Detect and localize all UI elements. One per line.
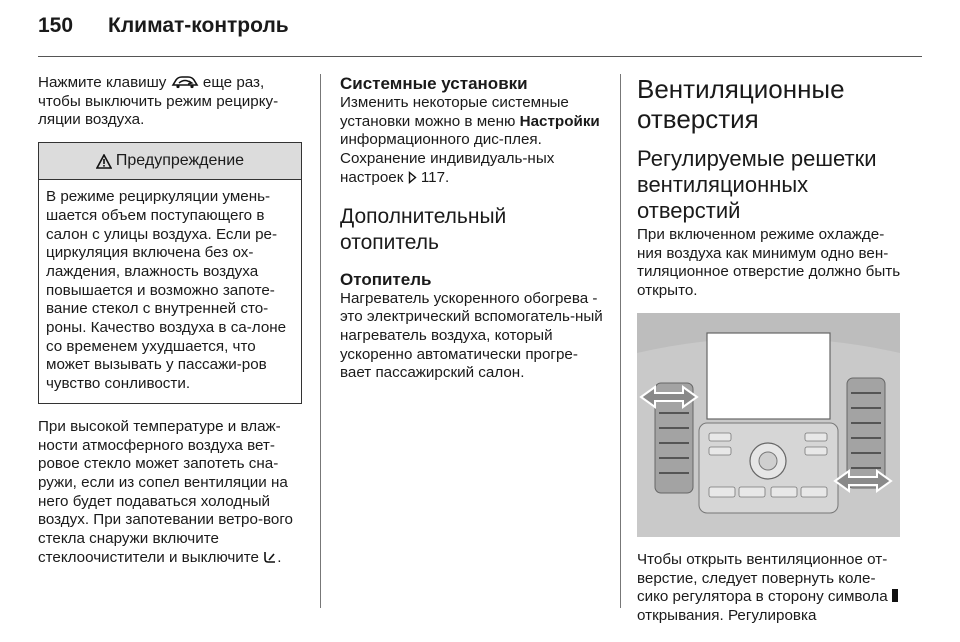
chapter-title: Климат-контроль bbox=[108, 14, 289, 37]
open-vent-paragraph: Чтобы открыть вентиляционное от-верстие, следует повернуть коле-сико регулятора в сторону символа открывания. Регулировка bbox=[637, 551, 902, 626]
page-number: 150 bbox=[38, 14, 74, 37]
heading-adjustable-vents: Регулируемые решетки вентиляционных отверстий bbox=[637, 146, 877, 223]
heading-vents: Вентиляционные отверстия bbox=[637, 74, 845, 134]
warning-box bbox=[38, 142, 302, 404]
dashboard-vents-illustration bbox=[637, 313, 900, 537]
intro-paragraph: Нажмите клавишу еще раз, чтобы выключить режим рецирку-ляции воздуха. bbox=[38, 74, 279, 129]
warning-header bbox=[39, 143, 301, 180]
heading-auxiliary-heater: Дополнительный отопитель bbox=[340, 204, 507, 254]
column-3 bbox=[637, 74, 902, 626]
heater-paragraph: Нагреватель ускоренного обогрева - это электрический вспомогатель-ный нагреватель воздуха, который ускоренно автоматически прогре-вает пассажирский салон. bbox=[340, 289, 603, 382]
rear-window-wiper-icon bbox=[263, 550, 277, 564]
column-2 bbox=[340, 74, 606, 383]
warning-triangle-icon bbox=[96, 154, 112, 169]
header-rule bbox=[38, 56, 922, 57]
page-reference-arrow-icon bbox=[408, 171, 417, 184]
heading-system-settings: Системные установки bbox=[340, 74, 528, 93]
page-header bbox=[38, 14, 289, 38]
heading-heater: Отопитель bbox=[340, 269, 432, 289]
settings-menu-label: Настройки bbox=[519, 112, 600, 130]
warning-text: В режиме рециркуляции умень-шается объем поступающего в салон с улицы воздуха. Если ре-циркуляция включена без ох-лаждения, влажность воздуха повышается и возможно запоте-вание стекол с внутренней сто-роны. Качество воздуха в са-лоне со временем ухудшается, что может вызывать у пассажи-ров чувство сонливости. bbox=[46, 188, 287, 393]
vent-open-symbol-icon bbox=[892, 589, 898, 602]
warning-body bbox=[39, 180, 301, 403]
column-divider bbox=[320, 74, 321, 608]
dashboard-drawing bbox=[637, 313, 900, 537]
vents-paragraph: При включенном режиме охлажде-ния воздуха как минимум одно вен-тиляционное отверстие должно быть открыто. bbox=[637, 226, 901, 300]
column-divider bbox=[620, 74, 621, 608]
page-reference: 117. bbox=[420, 168, 450, 186]
system-settings-paragraph: Изменить некоторые системные установки можно в меню Настройки информационного дис-плея. Сохранение индивидуаль-ных настроек 117. bbox=[340, 94, 600, 186]
recirculation-car-icon bbox=[171, 74, 199, 89]
fogging-paragraph: При высокой температуре и влаж-ности атмосферного воздуха вет-ровое стекло может запотеть сна-ружи, если из сопел вентиляции на него будет подаваться холодный воздух. При запотевании ветро-вого стекла снаружи включите стеклоочистители и выключите . bbox=[38, 417, 293, 566]
column-1 bbox=[38, 74, 302, 567]
warning-title: Предупреждение bbox=[115, 152, 245, 170]
